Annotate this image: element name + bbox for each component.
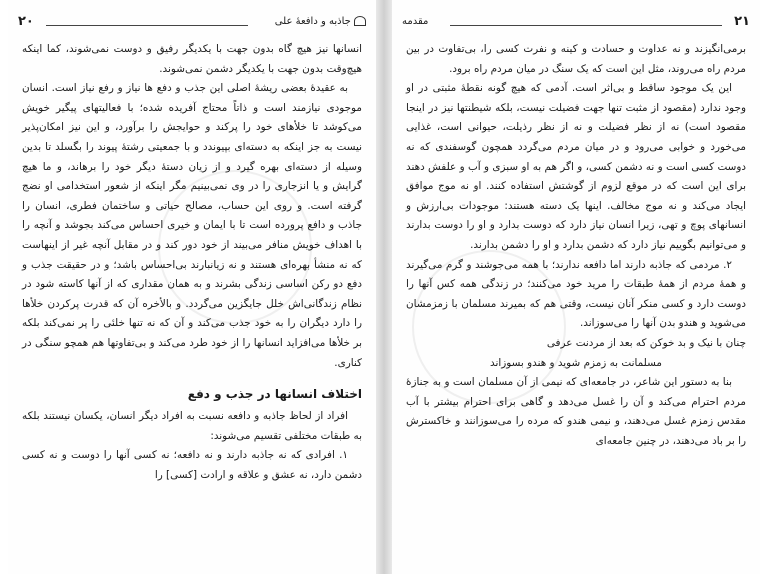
left-page [8, 0, 376, 574]
paragraph: به عقیدهٔ بعضی ریشهٔ اصلی این جذب و دفع ها نیاز و رفع نیاز است. انسان موجودی نیازمند است و ذاتاً محتاج آفریده شده؛ با فعالیتهای پیگیر خویش می‌کوشد تا خلأهای خود را پرکند و حوایجش را برآورد، و این نیز امکان‌پذیر نیست به جز اینکه به دسته‌ای بپیوندد و با جمعیتی رشتهٔ پیوند را بگسلد تا بدین وسیله از دسته‌ای بهره گیرد و از زیان دستهٔ دیگر خود را برهاند، و ما هیچ گرایش و یا انزجاری را در وی نمی‌بینیم مگر اینکه از شعور استخدامی او نضج گرفته است. و روی این حساب، مصالح حیاتی و ساختمان فطری، انسان را جاذب و دافع پرورده است تا با ایمان و خیری احساس می‌کند بجوشد و آنچه را با اهداف خویش منافر می‌بیند از خود دور کند و در مقابل آنچه غیر از اینهاست که نه منشأ بهره‌ای هستند و نه زیانبارند بی‌احساس باشد؛ و در حقیقت جذب و دفع دو رکن اساسی زندگی بشرند و به همان مقداری که از آنها کاسته شود در نظام زندگانی‌اش خلل جایگزین می‌گردد. و بالأخره آن که قدرت پرکردن خلأها را دارد دیگران را به خود جذب می‌کند و آن که نه تنها خلئی را پر نمی‌کند بلکه بر خلأها می‌افزاید انسانها را از خود طرد می‌کند و بی‌تفاوتها هم همچو سنگی در کناری. [22, 82, 362, 369]
paragraph: ۱. افرادی که نه جاذبه دارند و نه دافعه؛ نه کسی آنها را دوست و نه کسی دشمن دارد، نه عشق و علاقه و ارادت [کسی] را [22, 449, 362, 481]
running-title: مقدمه [402, 16, 429, 27]
paragraph: بنا به دستور این شاعر، در جامعه‌ای که نیمی از آن مسلمان است و به جنازهٔ مردم احترام می‌کند و آن را غسل می‌دهد و گاهی برای احترام بیشتر با آب مقدس زمزم غسل می‌دهند، و نیمی هندو که مرده را می‌سوزانند و خاکسترش را بر باد می‌دهند، در چنین جامعه‌ای [406, 376, 746, 447]
paragraph: افراد از لحاظ جاذبه و دافعه نسبت به افراد دیگر انسان، یکسان نیستند بلکه به طبقات مختلفی تقسیم می‌شوند: [22, 410, 362, 442]
section-heading: اختلاف انسانها در جذب و دفع [187, 387, 362, 402]
verse-line: مسلمانت به زمزم شوید و هندو بسوزاند [490, 356, 662, 369]
left-page-body [22, 40, 362, 485]
right-page [392, 0, 760, 574]
paragraph: انسانها نیز هیچ گاه بدون جهت با یکدیگر رفیق و دوست نمی‌شوند، کما اینکه هیچ‌وقت بدون جهت با یکدیگر دشمن نمی‌شوند. [22, 43, 362, 75]
page-number: ۲۰ [18, 14, 34, 29]
right-page-body [406, 40, 746, 451]
header-rule [46, 25, 248, 26]
page-number: ۲۱ [734, 14, 750, 29]
paragraph: ۲. مردمی که جاذبه دارند اما دافعه ندارند؛ با همه می‌جوشند و گرم می‌گیرند و همهٔ مردم از همهٔ طبقات را مرید خود می‌کنند؛ در زندگی همه کس آنها را دوست دارد و کسی منکر آنان نیست، وقتی هم که بمیرند مسلمان با زمزمشان می‌شوید و هندو بدن آنها را می‌سوزاند. [406, 258, 746, 330]
running-title: جاذبه و دافعهٔ علی [275, 16, 366, 27]
paragraph: این یک موجود ساقط و بی‌اثر است. آدمی که هیچ گونه نقطهٔ مثبتی در او وجود ندارد (مقصود از مثبت تنها جهت فضیلت نیست، بلکه شیطنتها نیز در اینجا مقصود است) نه از نظر فضیلت و نه از نظر رذیلت، حیوانی است، غذایی می‌خورد و خوابی می‌رود و در میان مردم می‌گردد همچون گوسفندی که نه دوست کسی است و نه دشمن کسی، و اگر هم به او سبزی و آب و علفش دهند برای این است که در موقع لزوم از گوشتش استفاده کنند. او نه موج موافق ایجاد می‌کند و نه موج مخالف. اینها یک دسته هستند: موجودات بی‌ارزش و انسانهای پوچ و تهی، زیرا انسان نیاز دارد که دوست بدارد و او را دوست بدارند و می‌توانیم بگوییم نیاز دارد که دشمن بدارد و او را دشمن بدارند. [406, 82, 746, 251]
book-gutter [376, 0, 392, 574]
ornament-icon [354, 16, 366, 26]
header-rule [450, 25, 722, 26]
paragraph: برمی‌انگیزند و نه عداوت و حسادت و کینه و نفرت کسی را، بی‌تفاوت در بین مردم راه می‌روند، مثل این است که یک سنگ در میان مردم راه برود. [406, 43, 746, 75]
left-page-header [18, 14, 366, 34]
right-page-header [402, 14, 750, 34]
verse-intro: چنان با نیک و بد خوکن که بعد از مردنت عرفی [546, 336, 746, 349]
